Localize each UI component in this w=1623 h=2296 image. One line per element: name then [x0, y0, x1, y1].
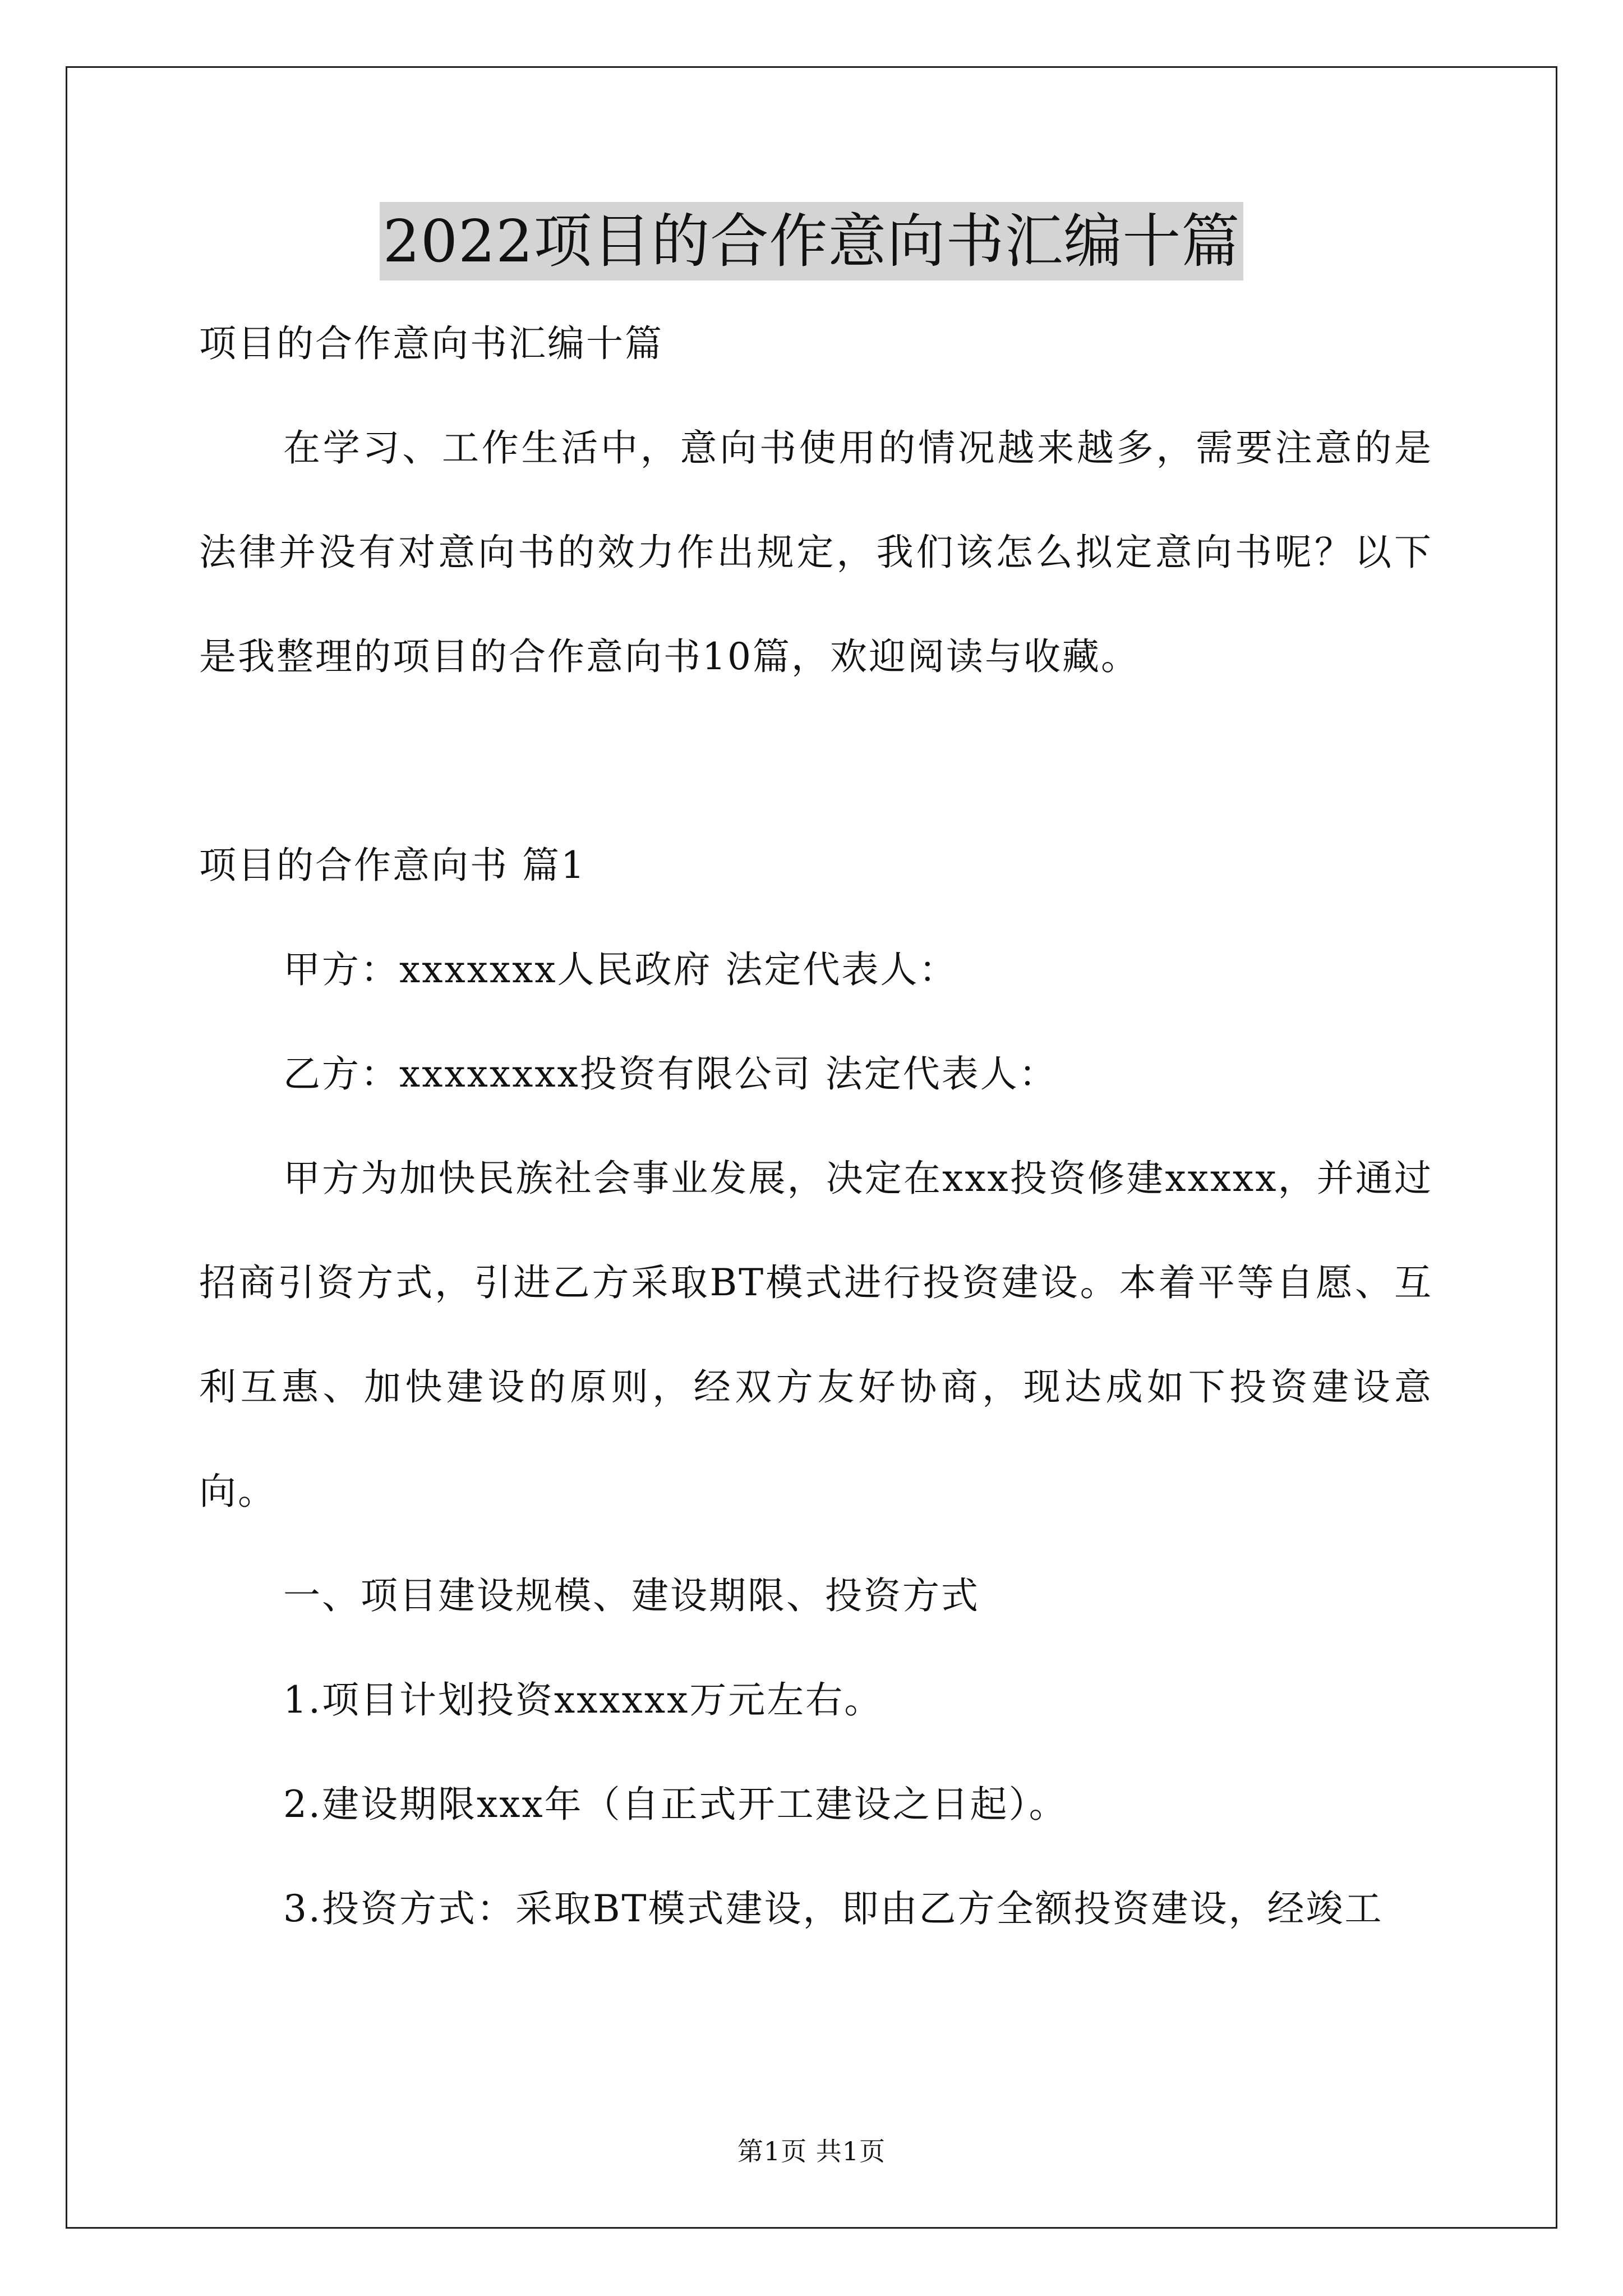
document-body: [199, 292, 1433, 1961]
intro-paragraph: 在学习、工作生活中，意向书使用的情况越来越多，需要注意的是法律并没有对意向书的效力作出规定，我们该怎么拟定意向书呢？以下是我整理的项目的合作意向书10篇，欢迎阅读与收藏。: [199, 426, 1433, 678]
party-b-line: 乙方：xxxxxxxx投资有限公司 法定代表人：: [283, 1052, 1058, 1096]
clause-item-3: 3.投资方式：采取BT模式建设，即由乙方全额投资建设，经竣工: [283, 1887, 1384, 1930]
page-footer: 第1页 共1页: [737, 2136, 886, 2166]
party-a-line: 甲方：xxxxxxx人民政府 法定代表人：: [283, 948, 958, 991]
agreement-paragraph: 甲方为加快民族社会事业发展，决定在xxx投资修建xxxxx，并通过招商引资方式，引进乙方采取BT模式进行投资建设。本着平等自愿、互利互惠、加快建设的原则，经双方友好协商，现达成如下投资建设意向。: [199, 1157, 1433, 1513]
document-title: 2022项目的合作意向书汇编十篇: [380, 202, 1244, 280]
clause-item-2: 2.建设期限xxx年（自正式开工建设之日起）。: [283, 1783, 1068, 1826]
section-heading: 项目的合作意向书 篇1: [199, 844, 586, 887]
clause-heading: 一、项目建设规模、建设期限、投资方式: [283, 1574, 980, 1617]
subtitle-paragraph: 项目的合作意向书汇编十篇: [199, 322, 663, 365]
clause-item-1: 1.项目计划投资xxxxxx万元左右。: [283, 1678, 883, 1722]
title-container: [0, 202, 1623, 280]
